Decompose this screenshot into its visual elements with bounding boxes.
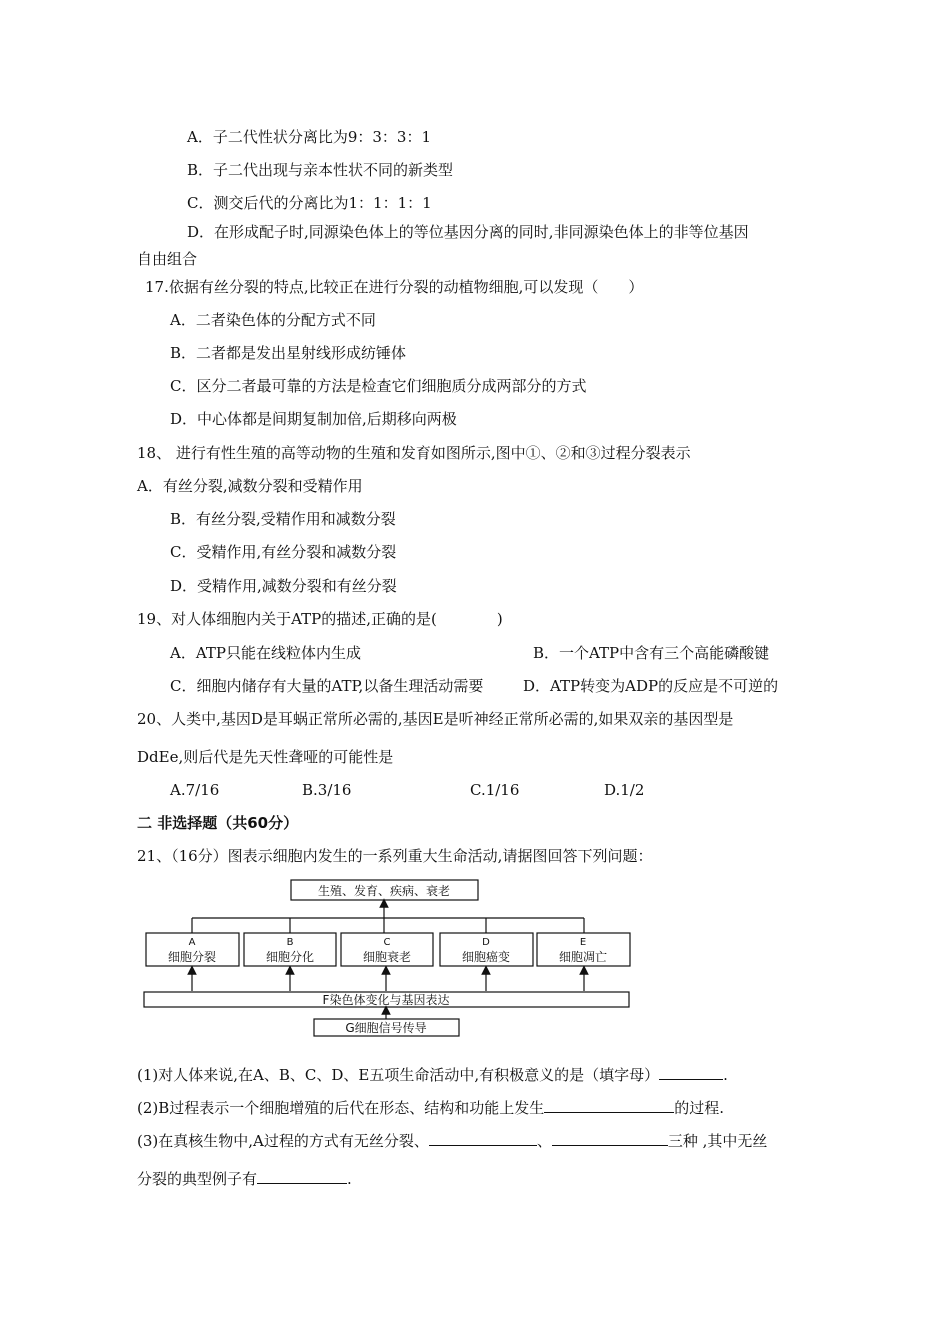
q21-part1-blank[interactable] (659, 1063, 723, 1080)
q21-part3-text-b: 三种 ,其中无丝 (667, 1132, 768, 1150)
q18-option-c: C．受精作用,有丝分裂和减数分裂 (170, 543, 397, 561)
q20-option-d: D.1/2 (604, 781, 645, 799)
q17-option-d: D．中心体都是间期复制加倍,后期移向两极 (170, 410, 457, 428)
q21-part3-text-a: (3)在真核生物中,A过程的方式有无丝分裂、 (137, 1132, 429, 1150)
q19-stem: 19、对人体细胞内关于ATP的描述,正确的是( ) (137, 610, 503, 628)
q16-option-a: A．子二代性状分离比为9：3：3：1 (187, 128, 432, 146)
q21-part3-text-c: 分裂的典型例子有 (137, 1170, 258, 1188)
q20-option-b: B.3/16 (302, 781, 352, 799)
diagram-box-d-letter: D (482, 937, 490, 948)
diagram-g-label: G细胞信号传导 (345, 1021, 427, 1035)
q21-part2 (137, 1096, 724, 1118)
diagram-f-label: F染色体变化与基因表达 (322, 993, 450, 1007)
q20-option-c: C.1/16 (470, 781, 520, 799)
q21-part1 (137, 1063, 728, 1085)
q18-option-b: B．有丝分裂,受精作用和减数分裂 (170, 510, 396, 528)
q21-part2-text-b: 的过程. (674, 1099, 725, 1117)
diagram-top-label: 生殖、发育、疾病、衰老 (317, 884, 451, 898)
q20-option-a: A.7/16 (170, 781, 220, 799)
diagram-box-a-letter: A (188, 937, 196, 948)
q21-part3-line2 (137, 1167, 352, 1189)
q18-option-d: D．受精作用,减数分裂和有丝分裂 (170, 577, 397, 595)
q21-part3-blank-3[interactable] (257, 1167, 347, 1184)
q21-part3 (137, 1129, 767, 1151)
q21-part3-blank-1[interactable] (429, 1129, 537, 1146)
q19-option-c: C．细胞内储存有大量的ATP,以备生理活动需要 (170, 677, 484, 695)
diagram-box-d-label: 细胞癌变 (461, 950, 511, 964)
q17-option-c: C．区分二者最可靠的方法是检查它们细胞质分成两部分的方式 (170, 377, 587, 395)
q19-option-a: A．ATP只能在线粒体内生成 (170, 644, 361, 662)
q20-stem-line2: DdEe,则后代是先天性聋哑的可能性是 (137, 748, 394, 766)
q16-option-b: B．子二代出现与亲本性状不同的新类型 (187, 161, 454, 179)
q19-option-d: D．ATP转变为ADP的反应是不可逆的 (523, 677, 779, 695)
q21-part3-sep: 、 (536, 1132, 552, 1150)
diagram-box-c-letter: C (383, 937, 391, 948)
q21-part2-blank[interactable] (544, 1096, 674, 1113)
q21-part3-end: . (347, 1170, 352, 1188)
q17-stem: 17.依据有丝分裂的特点,比较正在进行分裂的动植物细胞,可以发现（ ） (145, 278, 644, 296)
q21-part1-text: (1)对人体来说,在A、B、C、D、E五项生命活动中,有积极意义的是（填字母） (137, 1066, 660, 1084)
q21-part2-text-a: (2)B过程表示一个细胞增殖的后代在形态、结构和功能上发生 (137, 1099, 545, 1117)
diagram-box-b-letter: B (286, 937, 294, 948)
section-title: 二 非选择题（共60分） (137, 814, 299, 832)
q21-part3-blank-2[interactable] (552, 1129, 668, 1146)
q21-part1-end: . (723, 1066, 728, 1084)
diagram-box-b-label: 细胞分化 (265, 950, 315, 964)
q16-option-c: C．测交后代的分离比为1：1：1：1 (187, 194, 432, 212)
diagram-box-c-label: 细胞衰老 (362, 950, 412, 964)
life-activity-diagram (140, 878, 635, 1038)
diagram-box-a-label: 细胞分裂 (167, 950, 217, 964)
q17-option-b: B．二者都是发出星射线形成纺锤体 (170, 344, 407, 362)
q16-option-d-line2: 自由组合 (137, 250, 198, 268)
q19-option-b: B．一个ATP中含有三个高能磷酸键 (533, 644, 770, 662)
q18-option-a: A．有丝分裂,减数分裂和受精作用 (137, 477, 363, 495)
q20-stem-line1: 20、人类中,基因D是耳蜗正常所必需的,基因E是听神经正常所必需的,如果双亲的基因型是 (137, 710, 734, 728)
q16-option-d-line1: D．在形成配子时,同源染色体上的等位基因分离的同时,非同源染色体上的非等位基因 (187, 223, 749, 241)
q21-stem: 21、（16分）图表示细胞内发生的一系列重大生命活动,请据图回答下列问题： (137, 847, 653, 865)
q18-stem: 18、 进行有性生殖的高等动物的生殖和发育如图所示,图中①、②和③过程分裂表示 (137, 444, 691, 462)
diagram-box-e-letter: E (579, 937, 587, 948)
q17-option-a: A．二者染色体的分配方式不同 (170, 311, 376, 329)
diagram-box-e-label: 细胞凋亡 (558, 950, 608, 964)
